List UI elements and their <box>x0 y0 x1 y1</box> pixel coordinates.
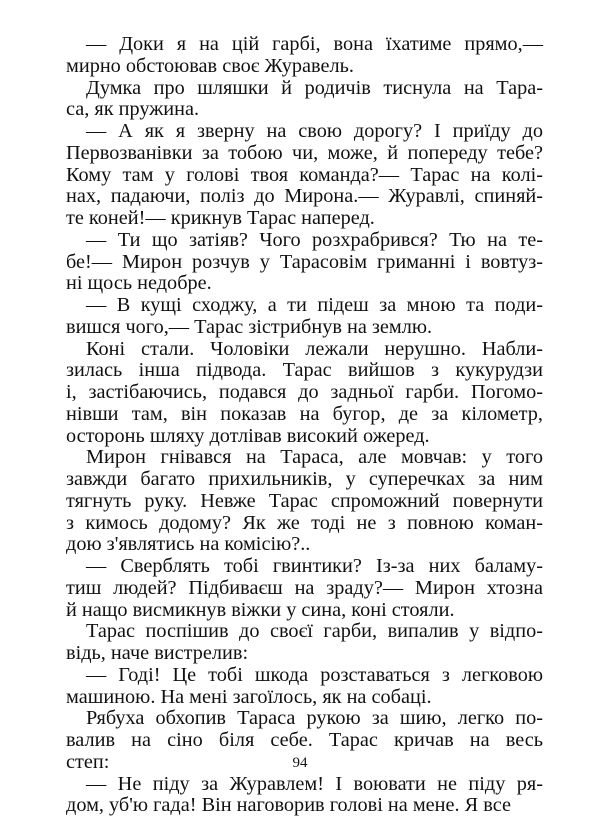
text-line: дою з'являтись на комісію?.. <box>66 534 543 556</box>
text-line: те коней!— крикнув Тарас наперед. <box>66 208 543 230</box>
text-line: валив на сіно біля себе. Тарас кричав на весь <box>66 730 543 752</box>
text-line: Коні стали. Чоловіки лежали нерушно. Набли- <box>66 339 543 361</box>
paragraph <box>66 34 543 78</box>
text-line: — А як я зверну на свою дорогу? І приїду до <box>66 121 543 143</box>
text-line: — В кущі сходжу, а ти підеш за мною та поди- <box>66 295 543 317</box>
paragraph <box>66 230 543 295</box>
text-line: дом, уб'ю гада! Він наговорив голові на мене. Я все <box>66 795 543 817</box>
text-line: — Ти що затіяв? Чого розхрабрився? Тю на те- <box>66 230 543 252</box>
text-line: завжди багато прихильників, у суперечках за ним <box>66 469 543 491</box>
paragraph <box>66 339 543 448</box>
text-line: машиною. На мені загоїлось, як на собаці. <box>66 687 543 709</box>
text-line: осторонь шляху дотлівав високий ожеред. <box>66 426 543 448</box>
text-line: й нащо висмикнув віжки у сина, коні стояли. <box>66 600 543 622</box>
text-line: Первозванівки за тобою чи, може, й попереду тебе? <box>66 143 543 165</box>
text-line: мирно обстоював своє Журавель. <box>66 56 543 78</box>
text-line: — Годі! Це тобі шкода розставаться з легковою <box>66 665 543 687</box>
text-line: тиш людей? Підбиваєш на зраду?— Мирон хтозна <box>66 578 543 600</box>
text-line: Рябуха обхопив Тараса рукою за шию, легко по- <box>66 708 543 730</box>
paragraph <box>66 447 543 556</box>
text-line: са, як пружина. <box>66 99 543 121</box>
text-line: нівши там, він показав на бугор, де за кілометр, <box>66 404 543 426</box>
text-line: — Сверблять тобі гвинтики? Із-за них баламу- <box>66 556 543 578</box>
text-line: зилась інша підвода. Тарас вийшов з кукурудзи <box>66 360 543 382</box>
paragraph <box>66 295 543 339</box>
paragraph <box>66 121 543 230</box>
text-line: тягнуть руку. Невже Тарас спроможний повернути <box>66 491 543 513</box>
text-line: з кимось додому? Як же тоді не з повною коман- <box>66 513 543 535</box>
text-line: Мирон гнівався на Тараса, але мовчав: у того <box>66 447 543 469</box>
text-line: вишся чого,— Тарас зістрибнув на землю. <box>66 317 543 339</box>
paragraph <box>66 78 543 122</box>
page-number: 94 <box>0 755 600 772</box>
body-text <box>66 34 543 817</box>
paragraph <box>66 665 543 709</box>
text-line: Тарас поспішив до своєї гарби, випалив у відпо- <box>66 621 543 643</box>
text-line: ні щось недобре. <box>66 273 543 295</box>
text-line: — Доки я на цій гарбі, вона їхатиме прямо,— <box>66 34 543 56</box>
text-line: бе!— Мирон розчув у Тарасовім гриманні і вовтуз- <box>66 252 543 274</box>
text-line: Думка про шляшки й родичів тиснула на Тара- <box>66 78 543 100</box>
text-line: і, застібаючись, подався до задньої гарби. Погомо- <box>66 382 543 404</box>
text-line: нах, падаючи, поліз до Мирона.— Журавлі, спиняй- <box>66 186 543 208</box>
text-line: — Не піду за Журавлем! І воювати не піду ря- <box>66 774 543 796</box>
paragraph <box>66 774 543 817</box>
text-line: відь, наче вистрелив: <box>66 643 543 665</box>
paragraph <box>66 621 543 665</box>
paragraph <box>66 556 543 621</box>
text-line: Кому там у голові твоя команда?— Тарас на колі- <box>66 165 543 187</box>
text-line: степ: <box>66 752 543 774</box>
